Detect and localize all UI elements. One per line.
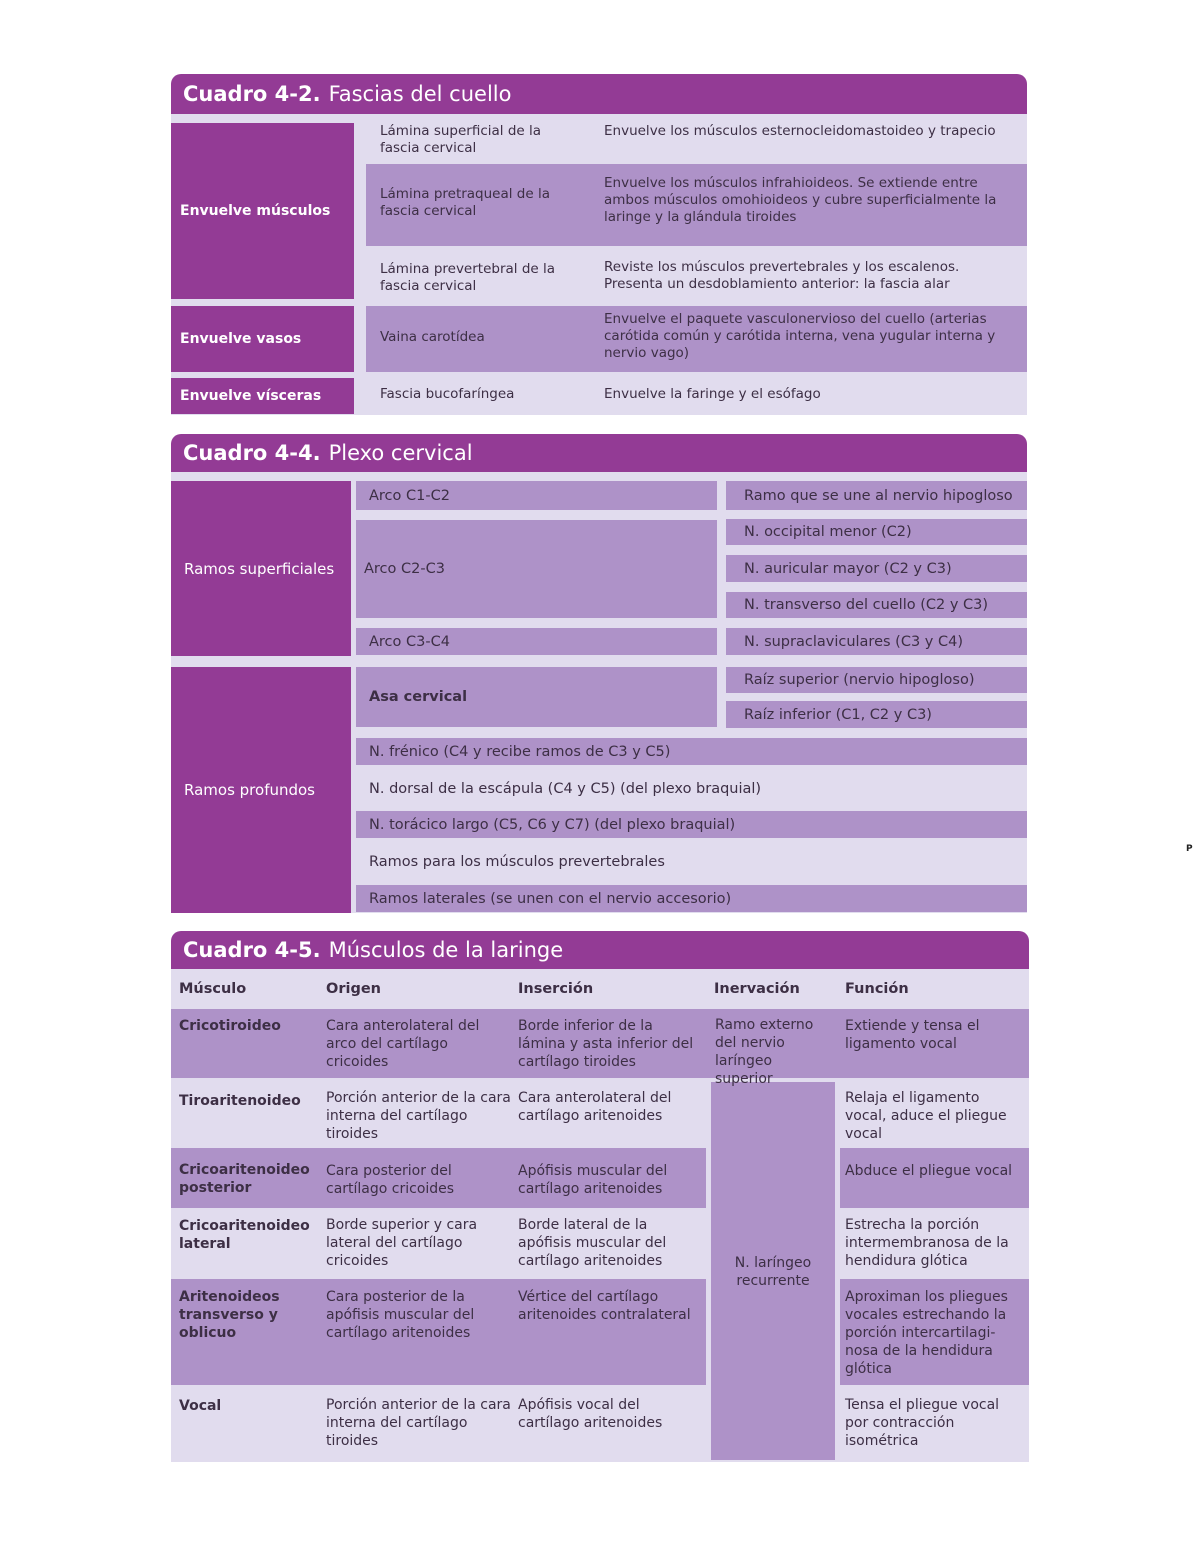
- asa-cervical: [356, 667, 717, 727]
- muscle-origin: Cara posterior de la apófisis muscular del cartílago aritenoides: [326, 1289, 475, 1341]
- fascia-name: Lámina prevertebral de la fascia cervical: [380, 261, 556, 294]
- superficial-branch: [726, 481, 1027, 510]
- superficial-branch: [726, 628, 1027, 655]
- table-number: Cuadro 4-4.: [183, 441, 321, 465]
- fascia-name: Lámina pretraqueal de la fascia cervical: [380, 186, 550, 219]
- group-ramos-profundos: [171, 667, 351, 913]
- cell-text: Arco C1-C2: [369, 487, 450, 504]
- muscle-insertion: Apófisis vocal del cartílago aritenoides: [518, 1397, 663, 1431]
- muscle-name: Cricoaritenoideo posterior: [179, 1162, 310, 1196]
- muscle-insertion: Vértice del cartílago aritenoides contralateral: [518, 1289, 691, 1323]
- group-label: Envuelve músculos: [180, 203, 331, 219]
- cell-text: N. dorsal de la escápula (C4 y C5) (del plexo braquial): [369, 780, 762, 797]
- superficial-branch: [726, 519, 1027, 545]
- recurrent-laryngeal-nerve: N. laríngeo recurrente: [734, 1255, 812, 1289]
- cell-text: N. auricular mayor (C2 y C3): [744, 560, 952, 577]
- deep-branch: [356, 811, 1027, 838]
- cell-text: N. transverso del cuello (C2 y C3): [744, 597, 989, 613]
- superficial-branch: [726, 592, 1027, 618]
- col-header-insercion: Inserción: [518, 981, 594, 997]
- fascia-desc: Reviste los músculos prevertebrales y los escalenos. Presenta un desdoblamiento anterior: la fascia alar: [604, 259, 960, 292]
- col-header-origen: Origen: [326, 981, 381, 997]
- fascia-name: Fascia bucofaríngea: [380, 386, 515, 402]
- cell-text: Arco C2-C3: [364, 561, 445, 577]
- cell-text: N. torácico largo (C5, C6 y C7) (del plexo braquial): [369, 816, 736, 833]
- muscle-origin: Borde superior y cara lateral del cartílago cricoides: [326, 1217, 478, 1269]
- fascia-desc: Envuelve el paquete vasculonervioso del cuello (arterias carótida común y carótida interna, vena yugular interna y nervio vago): [604, 311, 996, 361]
- muscle-name: Tiroaritenoideo: [179, 1093, 301, 1109]
- table-title: Plexo cervical: [328, 441, 473, 465]
- muscle-innervation: Ramo externo del nervio laríngeo superior: [715, 1017, 814, 1087]
- muscle-name: Cricotiroideo: [179, 1018, 281, 1034]
- table-4-2-header: [171, 74, 1027, 114]
- fascia-desc: Envuelve la faringe y el esófago: [604, 386, 821, 402]
- muscle-name: Vocal: [179, 1398, 222, 1414]
- muscle-origin: Cara anterolateral del arco del cartílago cricoides: [326, 1018, 480, 1070]
- fascia-desc: Envuelve los músculos infrahioideos. Se extiende entre ambos músculos omohioideos y cubre superficialmente la laringe y la glándula tiroides: [604, 175, 997, 225]
- muscle-insertion: Borde inferior de la lámina y asta inferior del cartílago tiroides: [518, 1018, 694, 1070]
- page-edge-mark: P: [1186, 844, 1193, 854]
- arco-c3-c4: [356, 628, 717, 655]
- cell-text: N. occipital menor (C2): [744, 524, 912, 540]
- group-label: Ramos superficiales: [184, 559, 335, 578]
- muscle-function: Estrecha la porción intermembranosa de la hendidura glótica: [845, 1217, 1009, 1269]
- muscle-insertion: Cara anterolateral del cartílago aritenoides: [518, 1090, 672, 1124]
- muscle-function: Extiende y tensa el ligamento vocal: [845, 1018, 980, 1052]
- arco-c2-c3: [356, 520, 717, 618]
- group-envuelve-musculos: [171, 123, 354, 299]
- muscle-origin: Porción anterior de la cara interna del cartílago tiroides: [326, 1397, 511, 1449]
- deep-branch: [356, 775, 1027, 802]
- group-label: Envuelve vísceras: [180, 388, 322, 404]
- group-envuelve-vasos: [171, 306, 354, 372]
- muscle-function: Relaja el ligamento vocal, aduce el pliegue vocal: [845, 1090, 1007, 1142]
- fascia-name: Vaina carotídea: [380, 329, 485, 345]
- table-4-4-header: [171, 434, 1027, 472]
- muscle-origin: Cara posterior del cartílago cricoides: [326, 1163, 455, 1197]
- cell-text: Ramos para los músculos prevertebrales: [369, 853, 665, 870]
- cell-text: Asa cervical: [369, 689, 468, 705]
- col-header-musculo: Músculo: [179, 981, 247, 997]
- muscle-function: Abduce el pliegue vocal: [845, 1163, 1013, 1179]
- table-4-5-header: [171, 931, 1029, 969]
- muscle-insertion: Apófisis muscular del cartílago aritenoides: [518, 1163, 668, 1197]
- deep-branch: [356, 885, 1027, 912]
- asa-root: [726, 667, 1027, 693]
- asa-root: [726, 701, 1027, 728]
- fascia-desc: Envuelve los músculos esternocleidomastoideo y trapecio: [604, 123, 996, 139]
- muscle-name: Cricoaritenoideo lateral: [179, 1218, 310, 1252]
- group-label: Envuelve vasos: [180, 331, 302, 347]
- table-title: Músculos de la laringe: [328, 938, 564, 962]
- cell-text: N. frénico (C4 y recibe ramos de C3 y C5): [369, 743, 671, 760]
- deep-branch: [356, 738, 1027, 765]
- table-number: Cuadro 4-5.: [183, 938, 321, 962]
- fascia-name: Lámina superficial de la fascia cervical: [380, 123, 542, 156]
- muscle-function: Aproximan los pliegues vocales estrechando la porción intercartilagi-nosa de la hendidura glótica: [845, 1289, 1008, 1377]
- group-envuelve-visceras: [171, 378, 354, 414]
- arco-c1-c2: [356, 481, 717, 510]
- muscle-insertion: Borde lateral de la apófisis muscular del cartílago aritenoides: [518, 1217, 667, 1269]
- table-number: Cuadro 4-2.: [183, 82, 321, 106]
- col-header-funcion: Función: [845, 981, 909, 997]
- cell-text: Raíz inferior (C1, C2 y C3): [744, 706, 932, 723]
- deep-branch: [356, 848, 1027, 875]
- superficial-branch: [726, 555, 1027, 582]
- group-ramos-superficiales: [171, 481, 351, 656]
- table-title: Fascias del cuello: [328, 82, 512, 106]
- muscle-origin: Porción anterior de la cara interna del cartílago tiroides: [326, 1090, 511, 1142]
- col-header-inervacion: Inervación: [714, 981, 800, 997]
- cell-text: N. supraclaviculares (C3 y C4): [744, 633, 963, 650]
- cell-text: Arco C3-C4: [369, 633, 450, 650]
- muscle-function: Tensa el pliegue vocal por contracción isométrica: [845, 1397, 1000, 1449]
- group-label: Ramos profundos: [184, 781, 316, 799]
- cell-text: Ramos laterales (se unen con el nervio accesorio): [369, 890, 732, 907]
- muscle-name: Aritenoideos transverso y oblicuo: [179, 1289, 280, 1341]
- cell-text: Raíz superior (nervio hipogloso): [744, 672, 975, 688]
- cell-text: Ramo que se une al nervio hipogloso: [744, 487, 1013, 504]
